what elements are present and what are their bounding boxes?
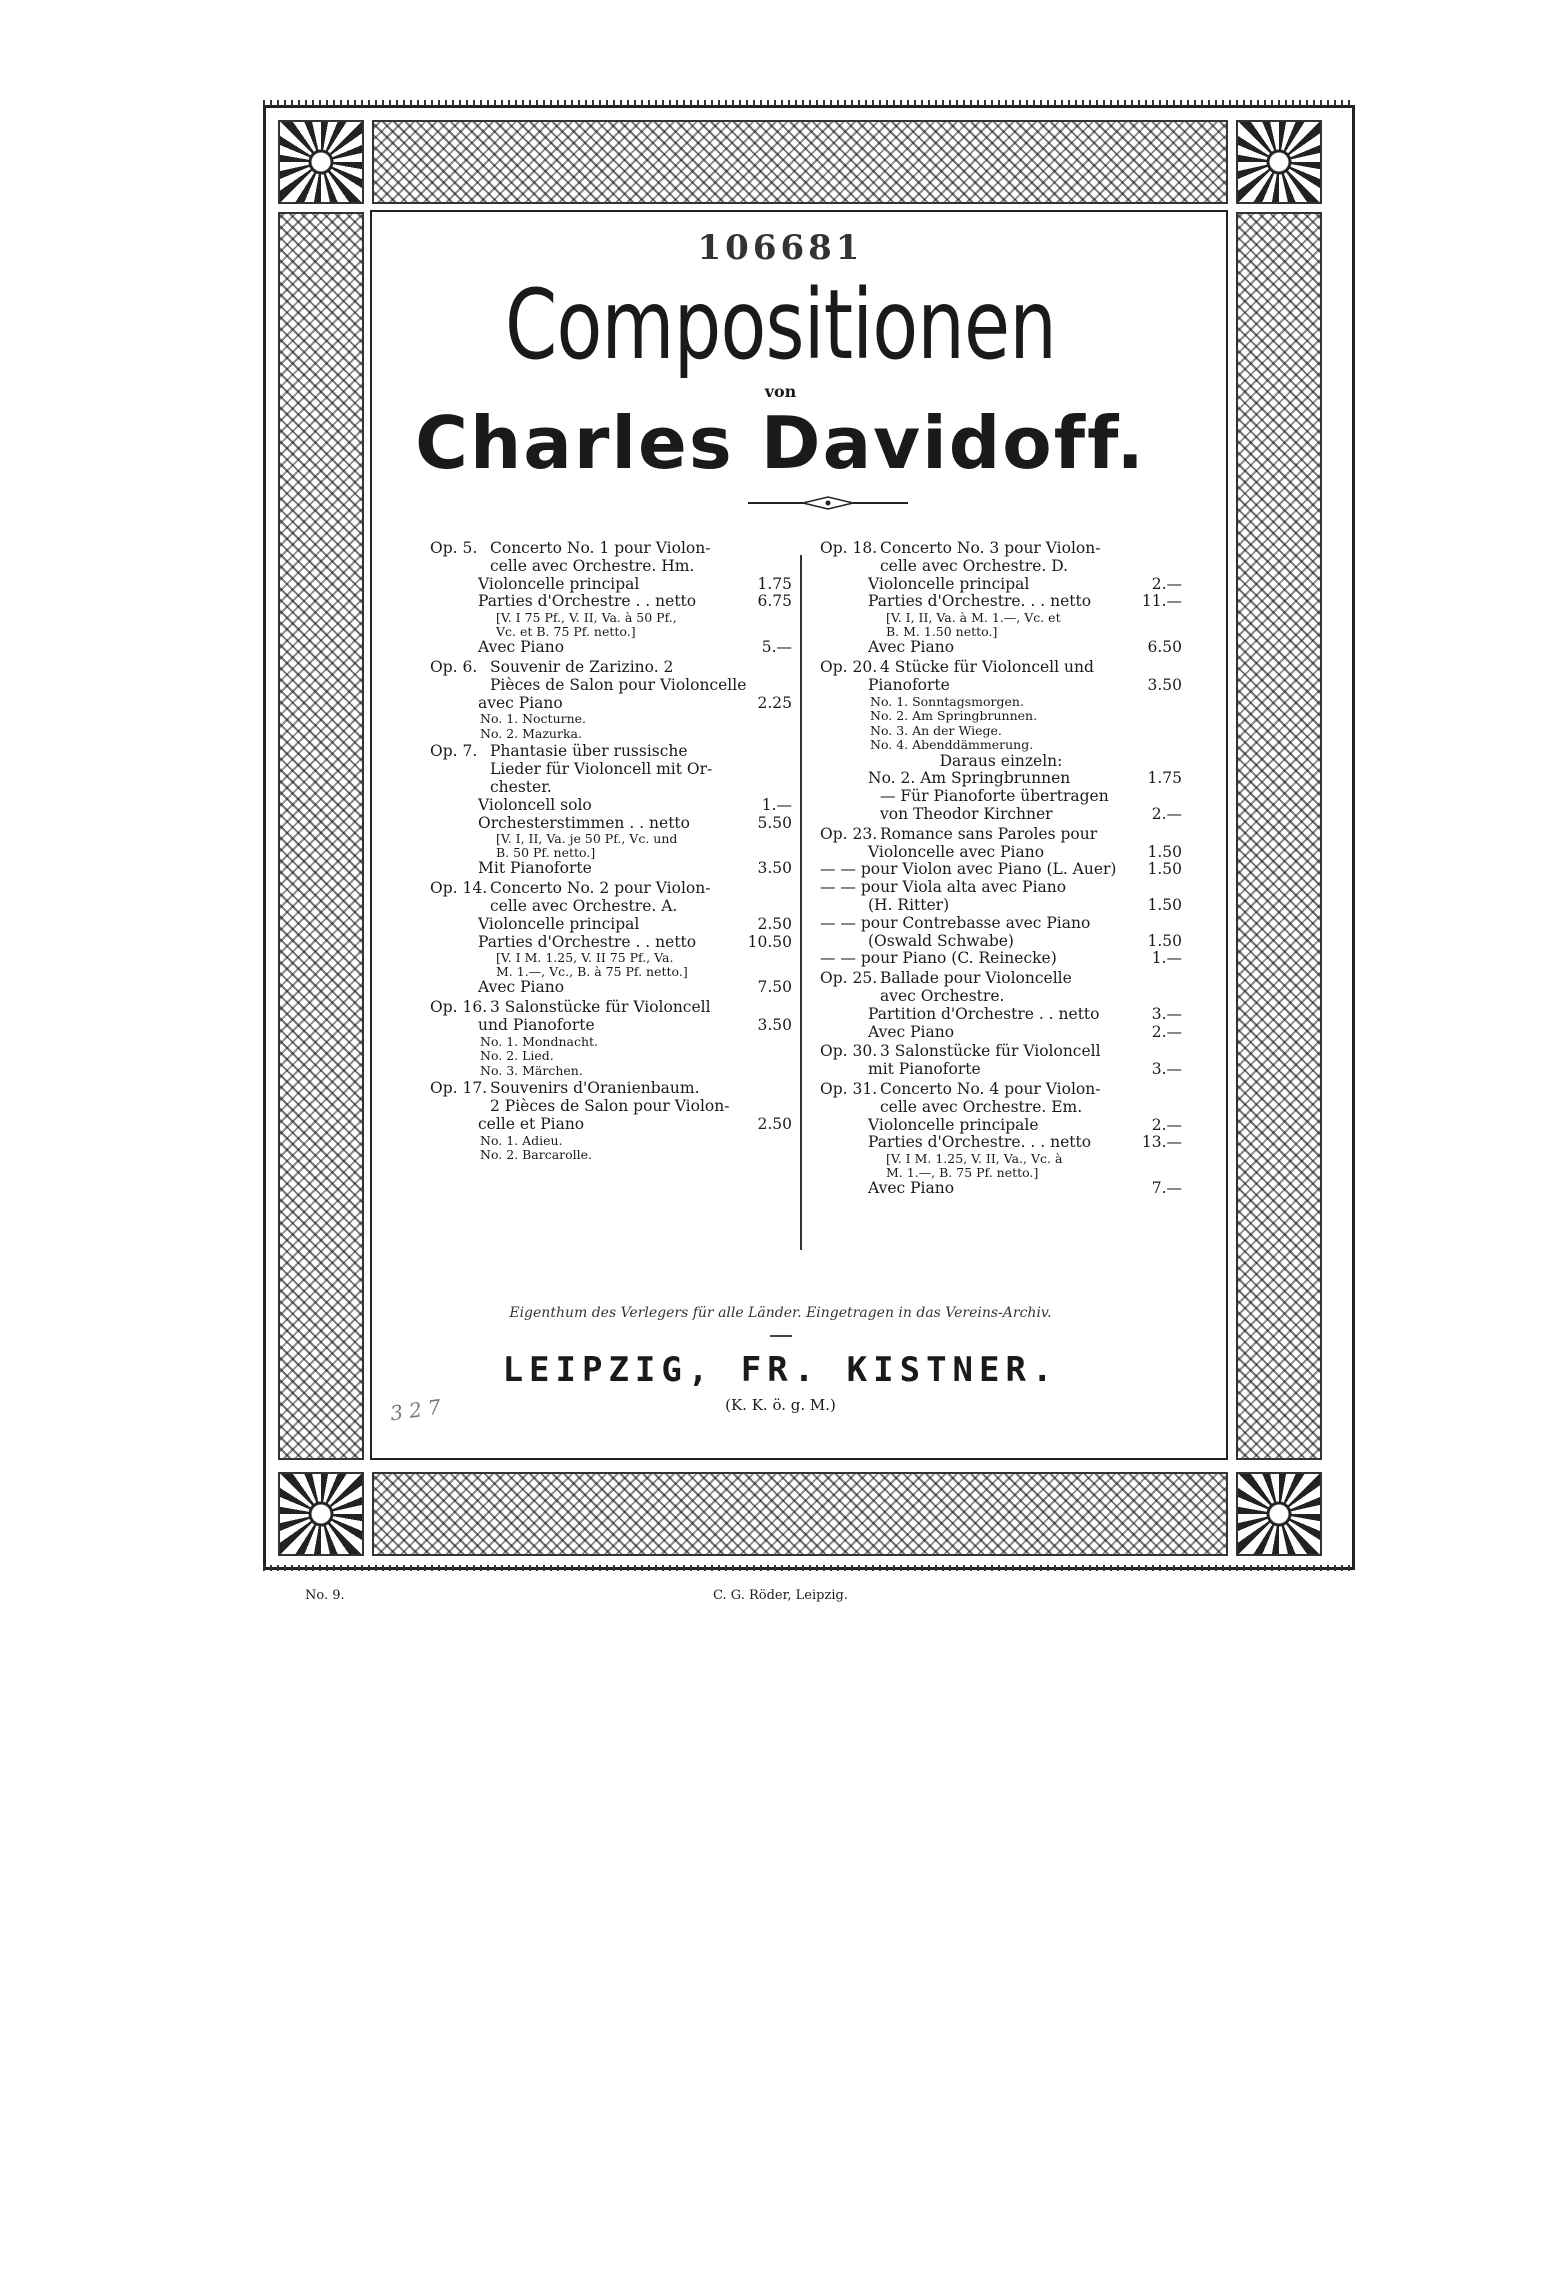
item-price: 3.50: [757, 1015, 792, 1034]
catalog-entry-op16: [430, 999, 792, 1078]
item-price: 1.50: [1147, 860, 1182, 879]
sub-number: No. 2. Lied.: [480, 1048, 554, 1064]
opus-title: celle avec Orchestre. Em.: [880, 1097, 1083, 1116]
by-line: von: [764, 382, 797, 401]
catalog-entry-op18: [820, 540, 1182, 657]
dotted-border-top: [263, 100, 1355, 106]
sub-number: No. 1. Sonntagsmorgen.: [870, 693, 1024, 709]
opus-number: Op. 5.: [430, 539, 478, 557]
parts-detail: [V. I M. 1.25, V. II, Va., Vc. à: [886, 1151, 1063, 1167]
opus-title: Concerto No. 2 pour Violon-: [490, 879, 711, 898]
item-label: und Pianoforte: [478, 1015, 595, 1034]
item-label: — Für Pianoforte übertragen: [880, 787, 1109, 806]
item-price: 3.—: [1151, 1060, 1182, 1079]
opus-title: Phantasie über russische: [490, 742, 688, 761]
parts-detail: [V. I, II, Va. à M. 1.—, Vc. et: [886, 610, 1061, 626]
opus-number: Op. 30.: [820, 1042, 878, 1061]
sub-number: No. 2. Barcarolle.: [480, 1147, 593, 1163]
kk-mark: (K. K. ö. g. M.): [725, 1396, 836, 1414]
opus-number: Op. 14.: [430, 879, 488, 898]
catalog-entry-op17: [430, 1080, 792, 1162]
catalog-left-column: [430, 540, 792, 1165]
sub-number: No. 2. Am Springbrunnen.: [870, 708, 1038, 724]
catalog-entry-op31: [820, 1081, 1182, 1198]
opus-title: Concerto No. 1 pour Violon-: [490, 539, 711, 557]
publisher-imprint: LEIPZIG, FR. KISTNER.: [502, 1350, 1059, 1390]
catalog-entry-op5: [430, 540, 792, 657]
opus-title: Ballade pour Violoncelle: [880, 969, 1072, 988]
opus-title: Lieder für Violoncell mit Or-: [490, 760, 713, 779]
opus-title: 3 Salonstücke für Violoncell: [490, 998, 711, 1017]
item-price: 3.50: [1147, 675, 1182, 694]
item-label: celle et Piano: [478, 1114, 585, 1133]
corner-rosette-icon: [278, 1472, 364, 1556]
opus-title: 3 Salonstücke für Violoncell: [880, 1042, 1101, 1061]
item-label: Violoncelle principale: [868, 1115, 1039, 1134]
opus-title: 4 Stücke für Violoncell und: [880, 657, 1094, 676]
item-label: Parties d'Orchestre. . . netto: [868, 1133, 1092, 1152]
item-label: avec Piano: [478, 693, 563, 712]
item-price: 7.—: [1151, 1179, 1182, 1198]
item-price: 2.—: [1151, 1022, 1182, 1041]
item-price: 1.—: [1151, 949, 1182, 968]
catalog-entry-op7: [430, 743, 792, 878]
item-price: 3.—: [1151, 1004, 1182, 1023]
sub-number: No. 1. Adieu.: [480, 1132, 563, 1148]
item-label: Violoncell solo: [478, 795, 592, 814]
item-label: (H. Ritter): [868, 895, 950, 914]
parts-detail: [V. I M. 1.25, V. II 75 Pf., Va.: [496, 950, 674, 966]
catalog-entry-op30: [820, 1043, 1182, 1079]
item-label: — — pour Viola alta avec Piano: [820, 878, 1067, 897]
item-price: 2.25: [757, 693, 792, 712]
item-label: Avec Piano: [868, 1022, 955, 1041]
parts-detail: M. 1.—, Vc., B. à 75 Pf. netto.]: [496, 964, 688, 980]
item-label: Pianoforte: [868, 675, 950, 694]
item-price: 11.—: [1141, 592, 1182, 611]
item-label: Parties d'Orchestre . . netto: [478, 592, 697, 611]
item-label: Parties d'Orchestre. . . netto: [868, 592, 1092, 611]
item-price: 6.75: [757, 592, 792, 611]
catalog-entry-op6: [430, 659, 792, 741]
opus-number: Op. 6.: [430, 657, 478, 676]
parts-detail: Vc. et B. 75 Pf. netto.]: [496, 624, 636, 640]
item-label: mit Pianoforte: [868, 1060, 981, 1079]
sub-number: No. 4. Abenddämmerung.: [870, 737, 1034, 753]
column-divider: [800, 555, 802, 1250]
catalog-entry-op25: [820, 970, 1182, 1041]
item-label: Avec Piano: [868, 638, 955, 657]
item-label: Violoncelle principal: [478, 574, 640, 593]
item-price: 10.50: [747, 932, 792, 951]
item-price: 1.75: [757, 574, 792, 593]
composer-name: Charles Davidoff.: [415, 401, 1146, 485]
item-label: Mit Pianoforte: [478, 859, 592, 878]
opus-number: Op. 23.: [820, 824, 878, 843]
item-price: 5.—: [761, 638, 792, 657]
ornament-band-bottom: [372, 1472, 1228, 1556]
item-label: Parties d'Orchestre . . netto: [478, 932, 697, 951]
opus-number: Op. 17.: [430, 1079, 488, 1098]
item-label: (Oswald Schwabe): [868, 931, 1014, 950]
item-price: 6.50: [1147, 638, 1182, 657]
item-price: 5.50: [757, 813, 792, 832]
item-price: 1.50: [1147, 895, 1182, 914]
parts-detail: B. M. 1.50 netto.]: [886, 624, 998, 640]
opus-title: Romance sans Paroles pour: [880, 824, 1098, 843]
opus-number: Op. 16.: [430, 998, 488, 1017]
opus-title: avec Orchestre.: [880, 986, 1005, 1005]
dotted-border-bottom: [263, 1565, 1355, 1571]
item-price: 2.—: [1151, 574, 1182, 593]
printer-credit: C. G. Röder, Leipzig.: [713, 1588, 848, 1603]
parts-detail: [V. I 75 Pf., V. II, Va. à 50 Pf.,: [496, 610, 677, 626]
item-label: — — pour Violon avec Piano (L. Auer): [820, 860, 1117, 879]
corner-rosette-icon: [1236, 120, 1322, 204]
item-label: Orchesterstimmen . . netto: [478, 813, 690, 832]
opus-title: celle avec Orchestre. Hm.: [490, 556, 695, 575]
item-price: 1.50: [1147, 931, 1182, 950]
item-price: 1.50: [1147, 842, 1182, 861]
opus-number: Op. 20.: [820, 657, 878, 676]
item-label: No. 2. Am Springbrunnen: [868, 769, 1071, 788]
rights-notice: Eigenthum des Verlegers für alle Länder. Eingetragen in das Vereins-Archiv.: [509, 1305, 1052, 1321]
item-price: 13.—: [1141, 1133, 1182, 1152]
opus-number: Op. 25.: [820, 969, 878, 988]
parts-detail: [V. I, II, Va. je 50 Pf., Vc. und: [496, 831, 678, 847]
item-label: — — pour Piano (C. Reinecke): [820, 949, 1057, 968]
catalog-entry-op14: [430, 880, 792, 997]
opus-title: Pièces de Salon pour Violoncelle: [490, 675, 747, 694]
item-label: von Theodor Kirchner: [880, 804, 1053, 823]
opus-title: celle avec Orchestre. D.: [880, 556, 1069, 575]
item-price: 2.—: [1151, 804, 1182, 823]
item-price: 1.—: [761, 795, 792, 814]
opus-title: Souvenirs d'Oranienbaum.: [490, 1079, 700, 1098]
opus-number: Op. 31.: [820, 1079, 878, 1098]
catalog-entry-op20: [820, 659, 1182, 824]
opus-title: Souvenir de Zarizino. 2: [490, 657, 674, 676]
corner-rosette-icon: [1236, 1472, 1322, 1556]
sheet-number: No. 9.: [305, 1588, 345, 1603]
opus-number: Op. 7.: [430, 742, 478, 761]
sub-number: No. 3. An der Wiege.: [870, 722, 1002, 738]
corner-rosette-icon: [278, 120, 364, 204]
sub-number: No. 1. Nocturne.: [480, 711, 587, 727]
ornament-band-top: [372, 120, 1228, 204]
item-label: Avec Piano: [478, 638, 565, 657]
opus-title: Concerto No. 4 pour Violon-: [880, 1079, 1101, 1098]
item-price: 7.50: [757, 978, 792, 997]
opus-title: celle avec Orchestre. A.: [490, 896, 678, 915]
sub-number: No. 2. Mazurka.: [480, 725, 582, 741]
catalog-entry-op23: [820, 826, 1182, 968]
plate-number: 106681: [697, 228, 864, 268]
separate-editions-heading: Daraus einzeln:: [939, 751, 1063, 770]
item-price: 2.50: [757, 1114, 792, 1133]
item-label: Avec Piano: [478, 978, 565, 997]
opus-title: Concerto No. 3 pour Violon-: [880, 539, 1101, 557]
item-label: Violoncelle principal: [868, 574, 1030, 593]
item-price: 2.—: [1151, 1115, 1182, 1134]
parts-detail: M. 1.—, B. 75 Pf. netto.]: [886, 1165, 1039, 1181]
item-price: 3.50: [757, 859, 792, 878]
flourish-divider-icon: [748, 496, 908, 510]
sub-number: No. 1. Mondnacht.: [480, 1033, 599, 1049]
parts-detail: B. 50 Pf. netto.]: [496, 845, 596, 861]
item-label: Avec Piano: [868, 1179, 955, 1198]
short-rule: [770, 1335, 792, 1337]
page-title: Compositionen: [504, 269, 1057, 381]
opus-title: chester.: [490, 777, 552, 796]
item-price: 1.75: [1147, 769, 1182, 788]
item-label: Violoncelle principal: [478, 914, 640, 933]
sub-number: No. 3. Märchen.: [480, 1062, 583, 1078]
handwritten-signature: 3 2 7: [388, 1394, 443, 1426]
opus-title: 2 Pièces de Salon pour Violon-: [490, 1097, 730, 1116]
item-price: 2.50: [757, 914, 792, 933]
catalog-right-column: [820, 540, 1182, 1200]
opus-number: Op. 18.: [820, 539, 878, 557]
item-label: — — pour Contrebasse avec Piano: [820, 913, 1091, 932]
item-label: Violoncelle avec Piano: [868, 842, 1045, 861]
item-label: Partition d'Orchestre . . netto: [868, 1004, 1100, 1023]
